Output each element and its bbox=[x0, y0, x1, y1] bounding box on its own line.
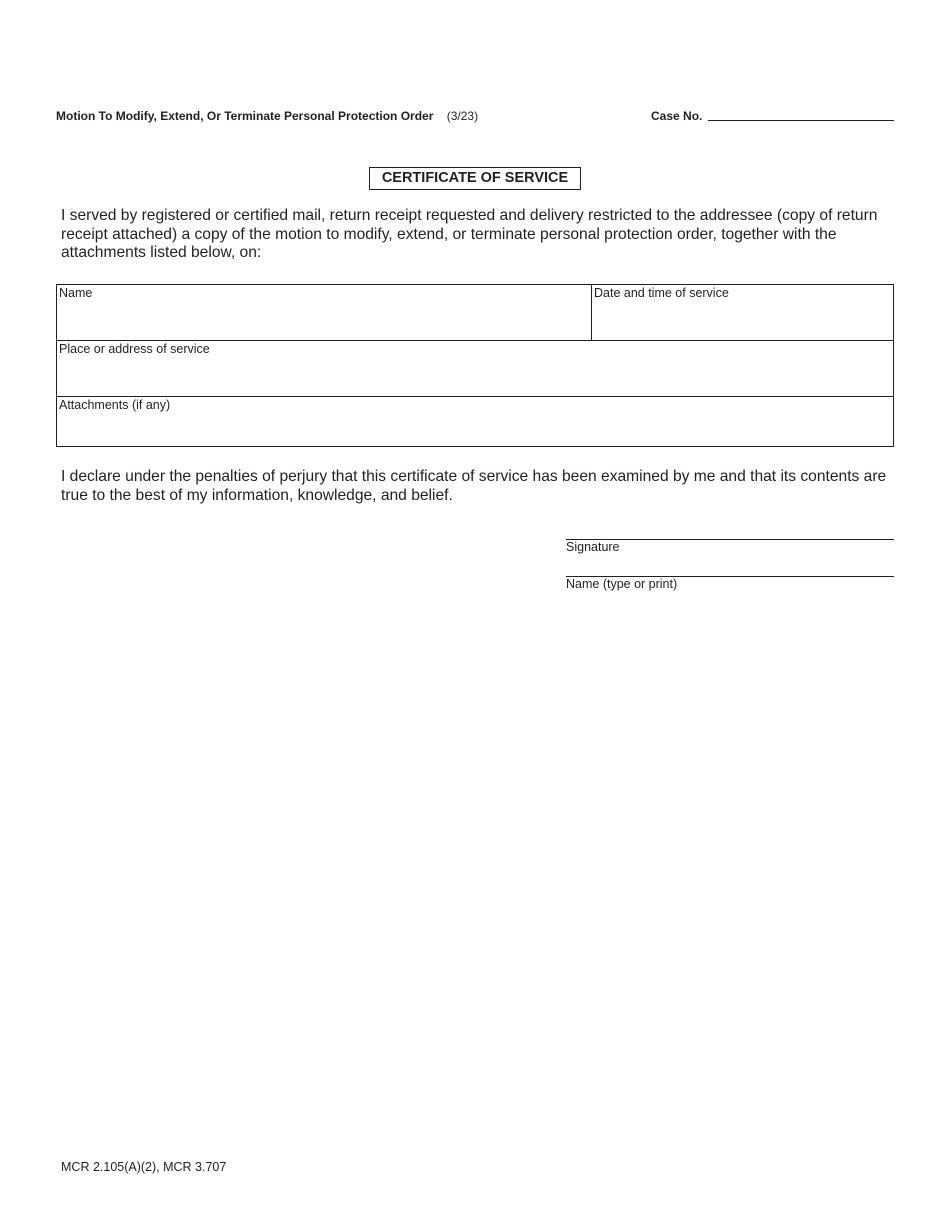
case-number-field[interactable] bbox=[708, 120, 894, 121]
case-number-label: Case No. bbox=[651, 109, 703, 123]
perjury-declaration: I declare under the penalties of perjury that this certificate of service has been examined by me and that its contents are true to the best of my information, knowledge, and belief. bbox=[61, 468, 887, 504]
service-statement: I served by registered or certified mail, return receipt requested and delivery restricted to the addressee (copy of return receipt attached) a copy of the motion to modify, extend, or terminate personal protection order, together with the attachments listed below, on: bbox=[61, 207, 878, 262]
name-field[interactable] bbox=[57, 285, 592, 341]
attachments-field-label: Attachments (if any) bbox=[59, 398, 171, 412]
attachments-field[interactable] bbox=[57, 397, 893, 446]
form-revision: (3/23) bbox=[446, 109, 479, 123]
rule-reference: MCR 2.105(A)(2), MCR 3.707 bbox=[61, 1160, 227, 1174]
signature-label: Signature bbox=[566, 540, 620, 554]
place-address-field-label: Place or address of service bbox=[59, 342, 210, 356]
service-details-table bbox=[56, 284, 894, 447]
date-time-field-label: Date and time of service bbox=[594, 286, 729, 300]
form-title: Motion To Modify, Extend, Or Terminate Personal Protection Order bbox=[56, 109, 434, 123]
certificate-title: CERTIFICATE OF SERVICE bbox=[369, 167, 581, 190]
name-field-label: Name bbox=[59, 286, 93, 300]
form-header bbox=[56, 109, 478, 123]
place-address-field[interactable] bbox=[57, 341, 893, 397]
date-time-field[interactable] bbox=[592, 285, 893, 341]
printed-name-label: Name (type or print) bbox=[566, 577, 678, 591]
